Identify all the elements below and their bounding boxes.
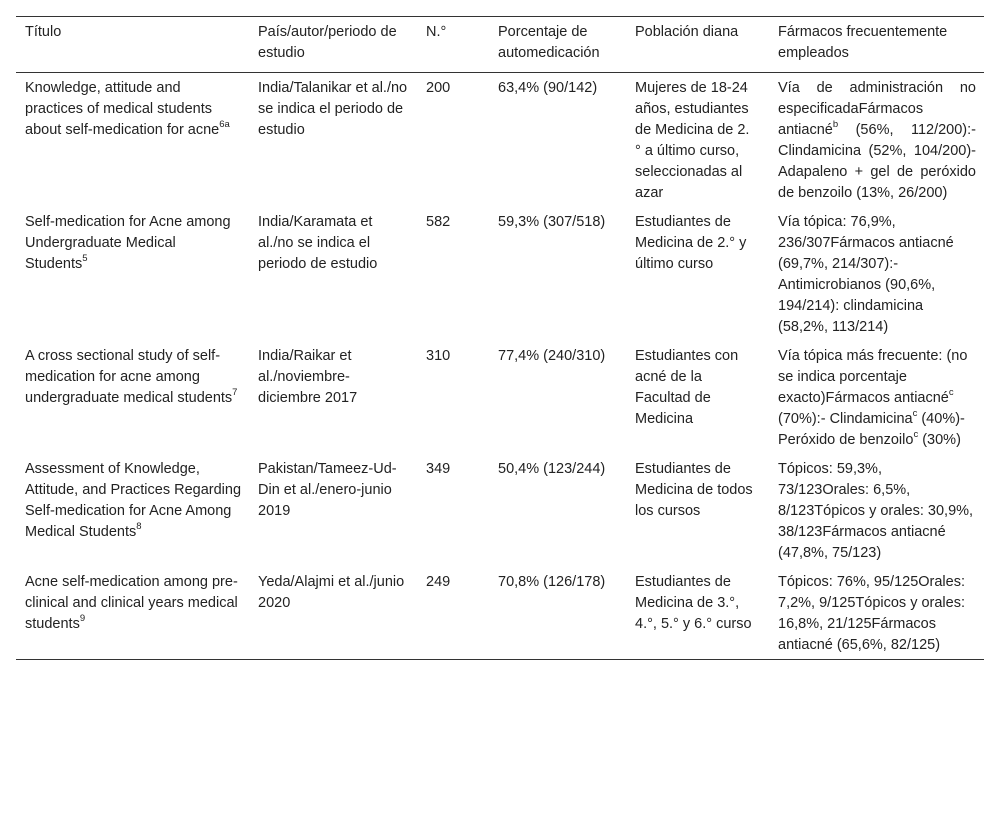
cell-n: 582 bbox=[426, 214, 451, 230]
cell-pais-autor-periodo: India/Karamata et al./no se indica el periodo de estudio bbox=[258, 214, 378, 272]
farmacos-text: Vía tópica: 76,9%, 236/307Fármacos antiacné (69,7%, 214/307):- Antimicrobianos (90,6%, 194/214): clindamicina (58,2%, 113/214) bbox=[778, 214, 954, 335]
farmacos-text: (70%):- Clindamicina bbox=[778, 411, 913, 427]
studies-table-container bbox=[16, 16, 984, 660]
titulo-reference: 9 bbox=[79, 613, 86, 625]
titulo-text: Assessment of Knowledge, Attitude, and Practices Regarding Self-medication for Acne Among Medical Students bbox=[25, 461, 242, 540]
cell-n: 249 bbox=[426, 574, 451, 590]
cell-farmacos bbox=[769, 73, 984, 208]
cell-n: 349 bbox=[426, 461, 451, 477]
titulo-text: Self-medication for Acne among Undergraduate Medical Students bbox=[25, 214, 231, 272]
titulo-text: A cross sectional study of self-medication for acne among undergraduate medical students bbox=[25, 348, 233, 406]
header-n: N.° bbox=[426, 24, 447, 40]
table-row bbox=[16, 567, 984, 660]
cell-poblacion: Estudiantes con acné de la Facultad de Medicina bbox=[635, 348, 739, 427]
table-body bbox=[16, 73, 984, 660]
cell-n: 200 bbox=[426, 80, 451, 96]
studies-table bbox=[16, 16, 984, 660]
cell-porcentaje: 63,4% (90/142) bbox=[498, 80, 598, 96]
cell-pais-autor-periodo: India/Raikar et al./noviembre-diciembre 2017 bbox=[258, 348, 358, 406]
footnote-marker: c bbox=[913, 429, 919, 441]
cell-porcentaje: 70,8% (126/178) bbox=[498, 574, 606, 590]
farmacos-text: (56%, 112/200):- Clindamicina (52%, 104/200)- Adapaleno + gel de peróxido de benzoilo (13%, 26/200) bbox=[778, 122, 976, 201]
cell-poblacion: Estudiantes de Medicina de 3.°, 4.°, 5.° y 6.° curso bbox=[635, 574, 752, 632]
cell-titulo bbox=[16, 341, 249, 454]
farmacos-text: (40%)- Peróxido de benzoilo bbox=[778, 411, 965, 448]
farmacos-text: Tópicos: 59,3%, 73/123Orales: 6,5%, 8/123Tópicos y orales: 30,9%, 38/123Fármacos antiacné (47,8%, 75/123) bbox=[778, 461, 974, 561]
header-poblacion: Población diana bbox=[635, 24, 739, 40]
footnote-marker: c bbox=[912, 408, 918, 420]
farmacos-text: (30%) bbox=[918, 432, 961, 448]
titulo-reference: 5 bbox=[82, 253, 88, 265]
cell-farmacos bbox=[769, 341, 984, 454]
header-titulo: Título bbox=[25, 24, 62, 40]
cell-farmacos bbox=[769, 454, 984, 567]
header-porcentaje: Porcentaje de automedicación bbox=[498, 24, 600, 61]
titulo-reference: 6a bbox=[219, 119, 230, 131]
table-row bbox=[16, 341, 984, 454]
titulo-reference: 7 bbox=[232, 387, 238, 399]
cell-porcentaje: 59,3% (307/518) bbox=[498, 214, 606, 230]
cell-farmacos bbox=[769, 567, 984, 660]
titulo-reference: 8 bbox=[136, 521, 142, 533]
header-pais-autor-periodo: País/autor/periodo de estudio bbox=[258, 24, 397, 61]
footnote-marker: b bbox=[832, 119, 839, 131]
cell-titulo bbox=[16, 207, 249, 341]
titulo-text: Acne self-medication among pre-clinical and clinical years medical students bbox=[25, 574, 238, 632]
farmacos-text: Vía tópica más frecuente: (no se indica porcentaje exacto)Fármacos antiacné bbox=[778, 348, 968, 406]
titulo-text: Knowledge, attitude and practices of medical students about self-medication for acne bbox=[25, 80, 220, 138]
cell-titulo bbox=[16, 73, 249, 208]
farmacos-text: Vía de administración no especificadaFármacos antiacné bbox=[778, 80, 976, 138]
table-row bbox=[16, 454, 984, 567]
cell-farmacos bbox=[769, 207, 984, 341]
cell-pais-autor-periodo: Pakistan/Tameez-Ud-Din et al./enero-junio 2019 bbox=[258, 461, 397, 519]
cell-poblacion: Mujeres de 18-24 años, estudiantes de Medicina de 2.° a último curso, seleccionadas al azar bbox=[635, 80, 750, 201]
header-farmacos: Fármacos frecuentemente empleados bbox=[778, 24, 948, 61]
farmacos-text: Tópicos: 76%, 95/125Orales: 7,2%, 9/125Tópicos y orales: 16,8%, 21/125Fármacos antiacné (65,6%, 82/125) bbox=[778, 574, 965, 653]
table-header-row bbox=[16, 17, 984, 73]
cell-porcentaje: 77,4% (240/310) bbox=[498, 348, 606, 364]
cell-poblacion: Estudiantes de Medicina de 2.° y último curso bbox=[635, 214, 747, 272]
table-row bbox=[16, 207, 984, 341]
cell-titulo bbox=[16, 454, 249, 567]
cell-pais-autor-periodo: Yeda/Alajmi et al./junio 2020 bbox=[258, 574, 405, 611]
cell-n: 310 bbox=[426, 348, 451, 364]
footnote-marker: c bbox=[948, 387, 954, 399]
cell-porcentaje: 50,4% (123/244) bbox=[498, 461, 606, 477]
table-row bbox=[16, 73, 984, 208]
cell-poblacion: Estudiantes de Medicina de todos los cursos bbox=[635, 461, 753, 519]
cell-pais-autor-periodo: India/Talanikar et al./no se indica el periodo de estudio bbox=[258, 80, 408, 138]
cell-titulo bbox=[16, 567, 249, 660]
